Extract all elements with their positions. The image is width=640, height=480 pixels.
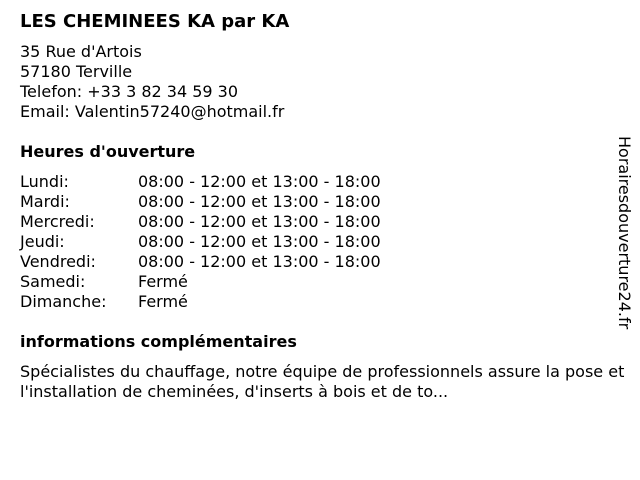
hours-value: Fermé bbox=[138, 292, 188, 311]
additional-info-title: informations complémentaires bbox=[20, 332, 297, 351]
address-city: 57180 Terville bbox=[20, 62, 133, 81]
opening-hours-title: Heures d'ouverture bbox=[20, 142, 196, 161]
hours-row-wednesday bbox=[20, 212, 630, 232]
hours-row-saturday bbox=[20, 272, 630, 292]
day-label: Vendredi: bbox=[20, 252, 96, 271]
day-label: Mercredi: bbox=[20, 212, 95, 231]
day-label: Jeudi: bbox=[20, 232, 65, 251]
address-street: 35 Rue d'Artois bbox=[20, 42, 142, 61]
hours-row-monday bbox=[20, 172, 630, 192]
hours-row-friday bbox=[20, 252, 630, 272]
hours-value: 08:00 - 12:00 et 13:00 - 18:00 bbox=[138, 192, 381, 211]
day-label: Samedi: bbox=[20, 272, 86, 291]
additional-info-text: Spécialistes du chauffage, notre équipe de professionnels assure la pose et l'installation de cheminées, d'inserts à bois et de to... bbox=[20, 362, 625, 401]
business-card bbox=[20, 10, 630, 402]
site-watermark: Horairesdouverture24.fr bbox=[615, 136, 634, 330]
day-label: Mardi: bbox=[20, 192, 70, 211]
hours-row-thursday bbox=[20, 232, 630, 252]
day-label: Dimanche: bbox=[20, 292, 107, 311]
hours-row-sunday bbox=[20, 292, 630, 312]
phone-number[interactable]: Telefon: +33 3 82 34 59 30 bbox=[20, 82, 239, 101]
hours-row-tuesday bbox=[20, 192, 630, 212]
opening-hours-table bbox=[20, 172, 630, 312]
hours-value: Fermé bbox=[138, 272, 188, 291]
email-address[interactable]: Email: Valentin57240@hotmail.fr bbox=[20, 102, 285, 121]
hours-value: 08:00 - 12:00 et 13:00 - 18:00 bbox=[138, 172, 381, 191]
day-label: Lundi: bbox=[20, 172, 69, 191]
business-name: LES CHEMINEES KA par KA bbox=[20, 11, 290, 32]
hours-value: 08:00 - 12:00 et 13:00 - 18:00 bbox=[138, 212, 381, 231]
hours-value: 08:00 - 12:00 et 13:00 - 18:00 bbox=[138, 252, 381, 271]
hours-value: 08:00 - 12:00 et 13:00 - 18:00 bbox=[138, 232, 381, 251]
